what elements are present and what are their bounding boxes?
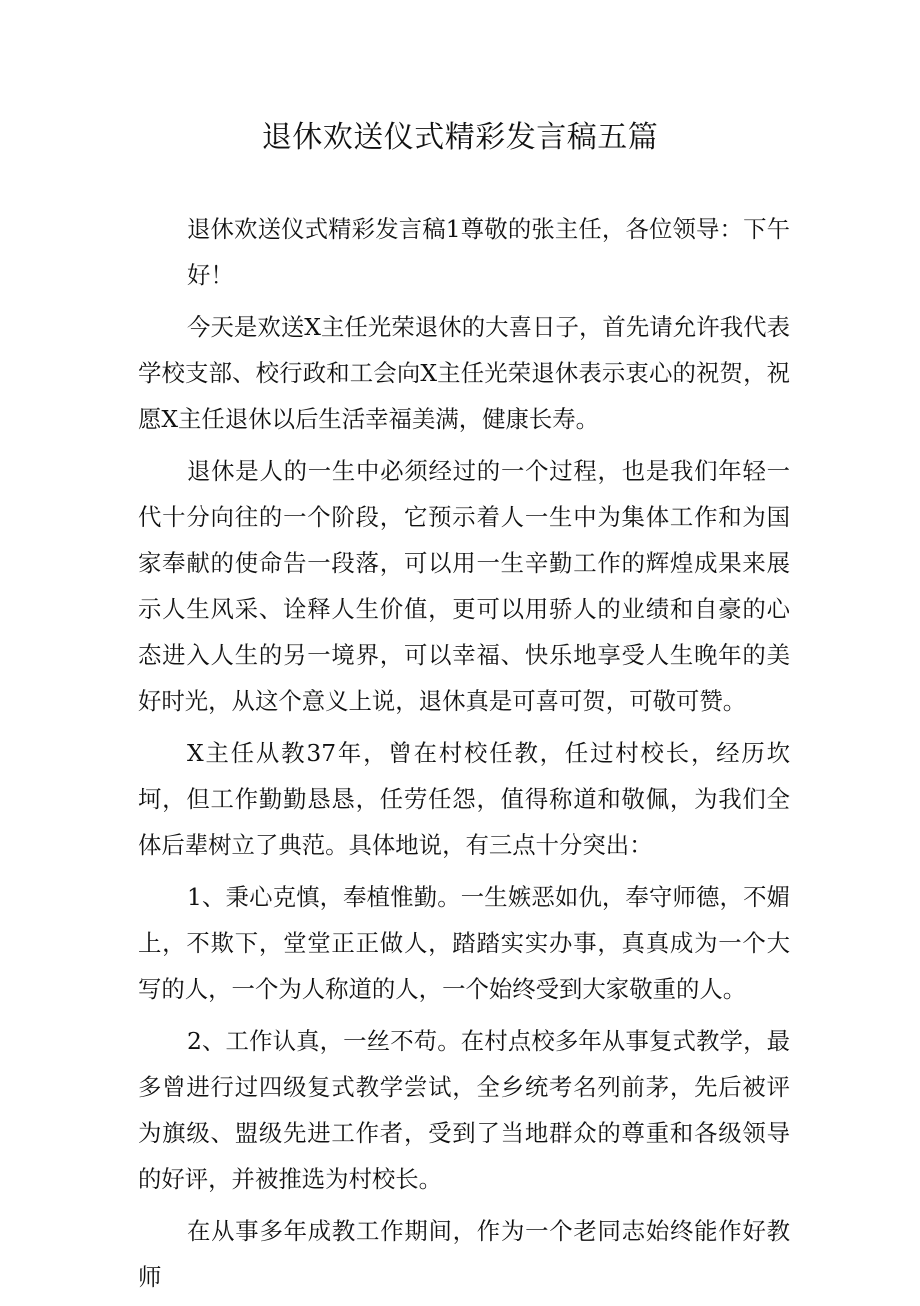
paragraph: 在从事多年成教工作期间，作为一个老同志始终能作好教师: [138, 1217, 790, 1291]
document-title: 退休欢送仪式精彩发言稿五篇: [261, 120, 659, 155]
paragraph: 退休是人的一生中必须经过的一个过程，也是我们年轻一代十分向往的一个阶段，它预示着人一生中为集体工作和为国家奉献的使命告一段落，可以用一生辛勤工作的辉煌成果来展示人生风采、诠释人生价值，更可以用骄人的业绩和自豪的心态进入人生的另一境界，可以幸福、快乐地享受人生晚年的美好时光，从这个意义上说，退休真是可喜可贺，可敬可赞。: [138, 457, 790, 715]
paragraph: 今天是欢送X主任光荣退休的大喜日子，首先请允许我代表学校支部、校行政和工会向X主任光荣退休表示衷心的祝贺，祝愿X主任退休以后生活幸福美满，健康长寿。: [138, 313, 790, 433]
paragraph: 退休欢送仪式精彩发言稿1尊敬的张主任，各位领导：下午好！: [187, 215, 790, 289]
paragraph: 1、秉心克慎，奉植惟勤。一生嫉恶如仇，奉守师德，不媚上，不欺下，堂堂正正做人，踏踏实实办事，真真成为一个大写的人，一个为人称道的人，一个始终受到大家敬重的人。: [138, 883, 790, 1003]
paragraph: 2、工作认真，一丝不苟。在村点校多年从事复式教学，最多曾进行过四级复式教学尝试，全乡统考名列前茅，先后被评为旗级、盟级先进工作者，受到了当地群众的尊重和各级领导的好评，并被推选为村校长。: [138, 1027, 790, 1193]
document-body: [138, 206, 790, 1306]
paragraph: X主任从教37年，曾在村校任教，任过村校长，经历坎坷，但工作勤勤恳恳，任劳任怨，值得称道和敬佩，为我们全体后辈树立了典范。具体地说，有三点十分突出：: [138, 739, 790, 859]
